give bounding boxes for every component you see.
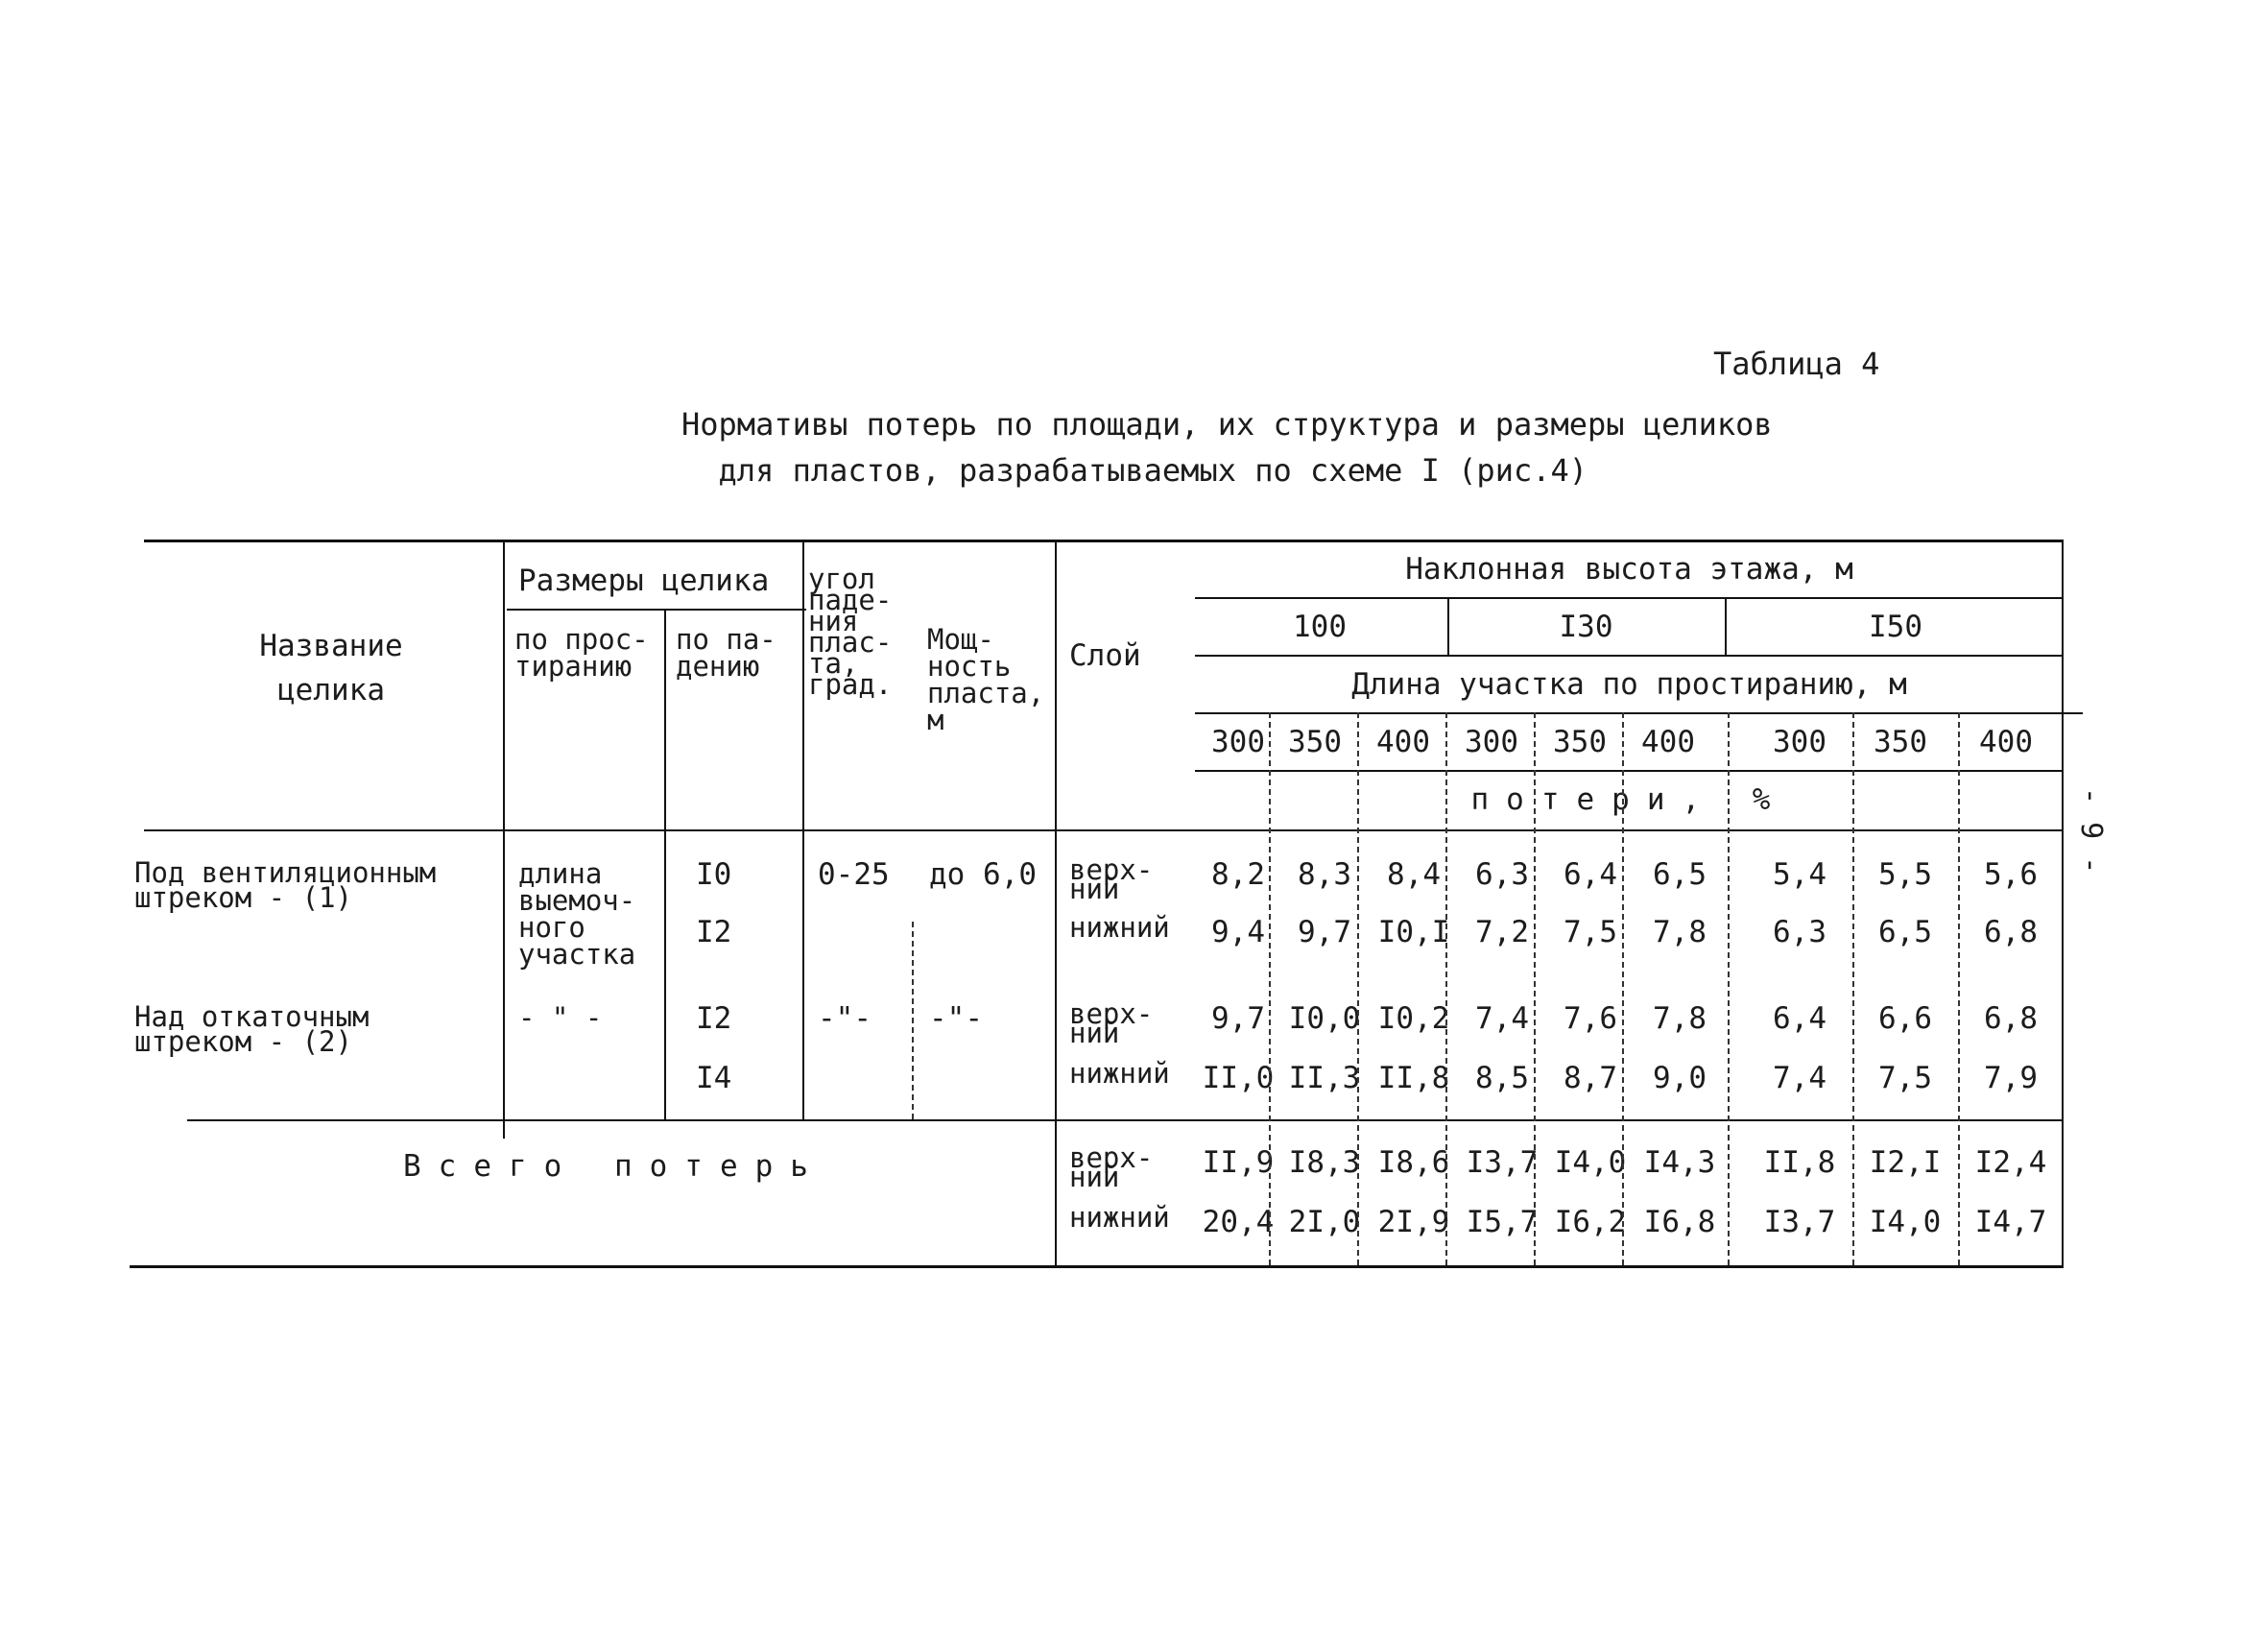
total-layer-label: нижний [1069, 1201, 1170, 1234]
layer-label: верх- ний [1069, 997, 1154, 1049]
loss-value: 6,5 [1653, 857, 1707, 892]
header-by-strike: по прос- тиранию [514, 623, 649, 683]
total-value: I4,7 [1974, 1205, 2047, 1239]
header-losses: потери, % [1470, 782, 1788, 817]
loss-value: 5,6 [1984, 857, 2038, 892]
height-group-divider [1725, 597, 1727, 655]
row-angle: 0-25 [818, 857, 890, 892]
table-right-border [2062, 540, 2064, 1265]
loss-value: 7,4 [1773, 1061, 1826, 1095]
total-value: 20,4 [1202, 1205, 1275, 1239]
loss-value: II,3 [1288, 1061, 1361, 1095]
loss-value: 6,3 [1475, 857, 1529, 892]
table-bottom-rule [130, 1265, 2064, 1268]
header-length: 400 [1376, 725, 1430, 759]
value-column-separator [1958, 712, 1960, 1265]
value-column-separator [1852, 712, 1854, 1265]
loss-value: II,0 [1202, 1061, 1275, 1095]
total-label: Всего потерь [403, 1149, 825, 1184]
table-caption [681, 401, 1773, 493]
loss-value: 7,5 [1564, 915, 1617, 949]
layer-label: нижний [1069, 1057, 1170, 1090]
total-value: I6,2 [1554, 1205, 1627, 1239]
total-value: I8,6 [1377, 1145, 1450, 1180]
header-bottom-rule [144, 829, 2064, 831]
total-value: I6,8 [1643, 1205, 1716, 1239]
layer-label: нижний [1069, 911, 1170, 944]
col-divider-5 [1055, 540, 1057, 1265]
header-length: 400 [1641, 725, 1695, 759]
loss-value: 5,5 [1878, 857, 1932, 892]
loss-value: I0,I [1377, 915, 1450, 949]
row-name: Над откаточным штреком - (2) [134, 1000, 370, 1058]
row-by-strike: - " - [518, 1001, 603, 1034]
height-group-divider [1447, 597, 1449, 655]
total-value: I2,4 [1974, 1145, 2047, 1180]
loss-value: 5,4 [1773, 857, 1826, 892]
header-height: I50 [1869, 610, 1922, 644]
loss-value: 7,8 [1653, 1001, 1707, 1036]
value-column-separator [1728, 712, 1730, 1265]
loss-value: 8,5 [1475, 1061, 1529, 1095]
row-thickness: -"- [929, 1001, 983, 1036]
header-length: 300 [1211, 725, 1265, 759]
row-by-dip: I2 [696, 915, 732, 949]
total-top-rule [187, 1119, 2064, 1121]
loss-value: 8,4 [1387, 857, 1441, 892]
header-length-group: Длина участка по простиранию, м [1351, 667, 1907, 702]
col-divider-2 [664, 611, 666, 1119]
col-divider-4 [912, 922, 914, 1119]
col-divider-1 [503, 540, 505, 1139]
page-number: - 9 - [2074, 787, 2108, 875]
header-height-group: Наклонная высота этажа, м [1405, 552, 1853, 587]
row-by-dip: I0 [696, 857, 732, 892]
total-value: 2I,9 [1377, 1205, 1450, 1239]
loss-value: 8,7 [1564, 1061, 1617, 1095]
loss-value: I0,0 [1288, 1001, 1361, 1036]
header-thickness: Мощ- ность пласта, м [927, 623, 1045, 736]
loss-value: I0,2 [1377, 1001, 1450, 1036]
loss-value: 6,8 [1984, 1001, 2038, 1036]
loss-value: 9,0 [1653, 1061, 1707, 1095]
heights-rule [1195, 655, 2064, 657]
loss-value: II,8 [1377, 1061, 1450, 1095]
row-angle: -"- [818, 1001, 871, 1036]
total-value: I5,7 [1466, 1205, 1539, 1239]
loss-value: 7,5 [1878, 1061, 1932, 1095]
row-by-dip: I4 [696, 1061, 732, 1095]
value-column-separator [1269, 712, 1271, 1265]
header-length: 350 [1553, 725, 1607, 759]
loss-value: 6,3 [1773, 915, 1826, 949]
height-group-rule [1195, 597, 2064, 599]
value-column-separator [1357, 712, 1359, 1265]
loss-value: 7,9 [1984, 1061, 2038, 1095]
header-layer: Слой [1069, 638, 1141, 673]
loss-value: 8,2 [1211, 857, 1265, 892]
layer-label: верх- ний [1069, 853, 1154, 905]
loss-value: 7,4 [1475, 1001, 1529, 1036]
row-thickness: до 6,0 [929, 857, 1037, 892]
loss-value: 6,5 [1878, 915, 1932, 949]
total-value: 2I,0 [1288, 1205, 1361, 1239]
loss-value: 7,2 [1475, 915, 1529, 949]
loss-value: 6,8 [1984, 915, 2038, 949]
loss-value: 7,8 [1653, 915, 1707, 949]
table-label: Таблица 4 [1713, 346, 1880, 382]
total-value: I4,0 [1869, 1205, 1942, 1239]
loss-value: 9,7 [1298, 915, 1351, 949]
table-top-rule [144, 540, 2064, 542]
total-value: I4,3 [1643, 1145, 1716, 1180]
loss-value: 8,3 [1298, 857, 1351, 892]
loss-value: 6,4 [1564, 857, 1617, 892]
header-name: Название целика [259, 629, 403, 708]
header-height: I30 [1559, 610, 1613, 644]
header-length: 300 [1465, 725, 1518, 759]
col-divider-3 [802, 540, 804, 1119]
header-angle: угол паде- ния плас- та, град. [808, 563, 893, 701]
loss-value: 7,6 [1564, 1001, 1617, 1036]
losses-rule [1195, 770, 2064, 772]
row-name: Под вентиляционным штреком - (1) [134, 856, 437, 914]
total-value: II,9 [1202, 1145, 1275, 1180]
header-height: 100 [1293, 610, 1347, 644]
caption-line-1: Нормативы потерь по площади, их структура и размеры целиков [681, 406, 1773, 443]
loss-value: 9,7 [1211, 1001, 1265, 1036]
header-sizes-group: Размеры целика [518, 564, 770, 598]
total-value: I3,7 [1466, 1145, 1539, 1180]
header-length: 400 [1979, 725, 2033, 759]
total-value: I2,I [1869, 1145, 1942, 1180]
total-layer-label: верх- ний [1069, 1141, 1154, 1193]
lengths-rule [1195, 712, 2083, 714]
total-value: I3,7 [1763, 1205, 1836, 1239]
loss-value: 9,4 [1211, 915, 1265, 949]
row-by-strike: длина выемоч- ного участка [518, 857, 636, 971]
sizes-group-rule [507, 609, 806, 611]
header-length: 350 [1874, 725, 1927, 759]
header-length: 350 [1288, 725, 1342, 759]
loss-value: 6,6 [1878, 1001, 1932, 1036]
header-by-dip: по па- дению [676, 623, 776, 683]
value-column-separator [1445, 712, 1447, 1265]
caption-line-2: для пластов, разрабатываемых по схеме I (рис.4) [718, 452, 1588, 489]
total-value: I8,3 [1288, 1145, 1361, 1180]
row-by-dip: I2 [696, 1001, 732, 1036]
value-column-separator [1534, 712, 1536, 1265]
header-length: 300 [1773, 725, 1826, 759]
loss-value: 6,4 [1773, 1001, 1826, 1036]
value-column-separator [1622, 712, 1624, 1265]
total-value: I4,0 [1554, 1145, 1627, 1180]
total-value: II,8 [1763, 1145, 1836, 1180]
